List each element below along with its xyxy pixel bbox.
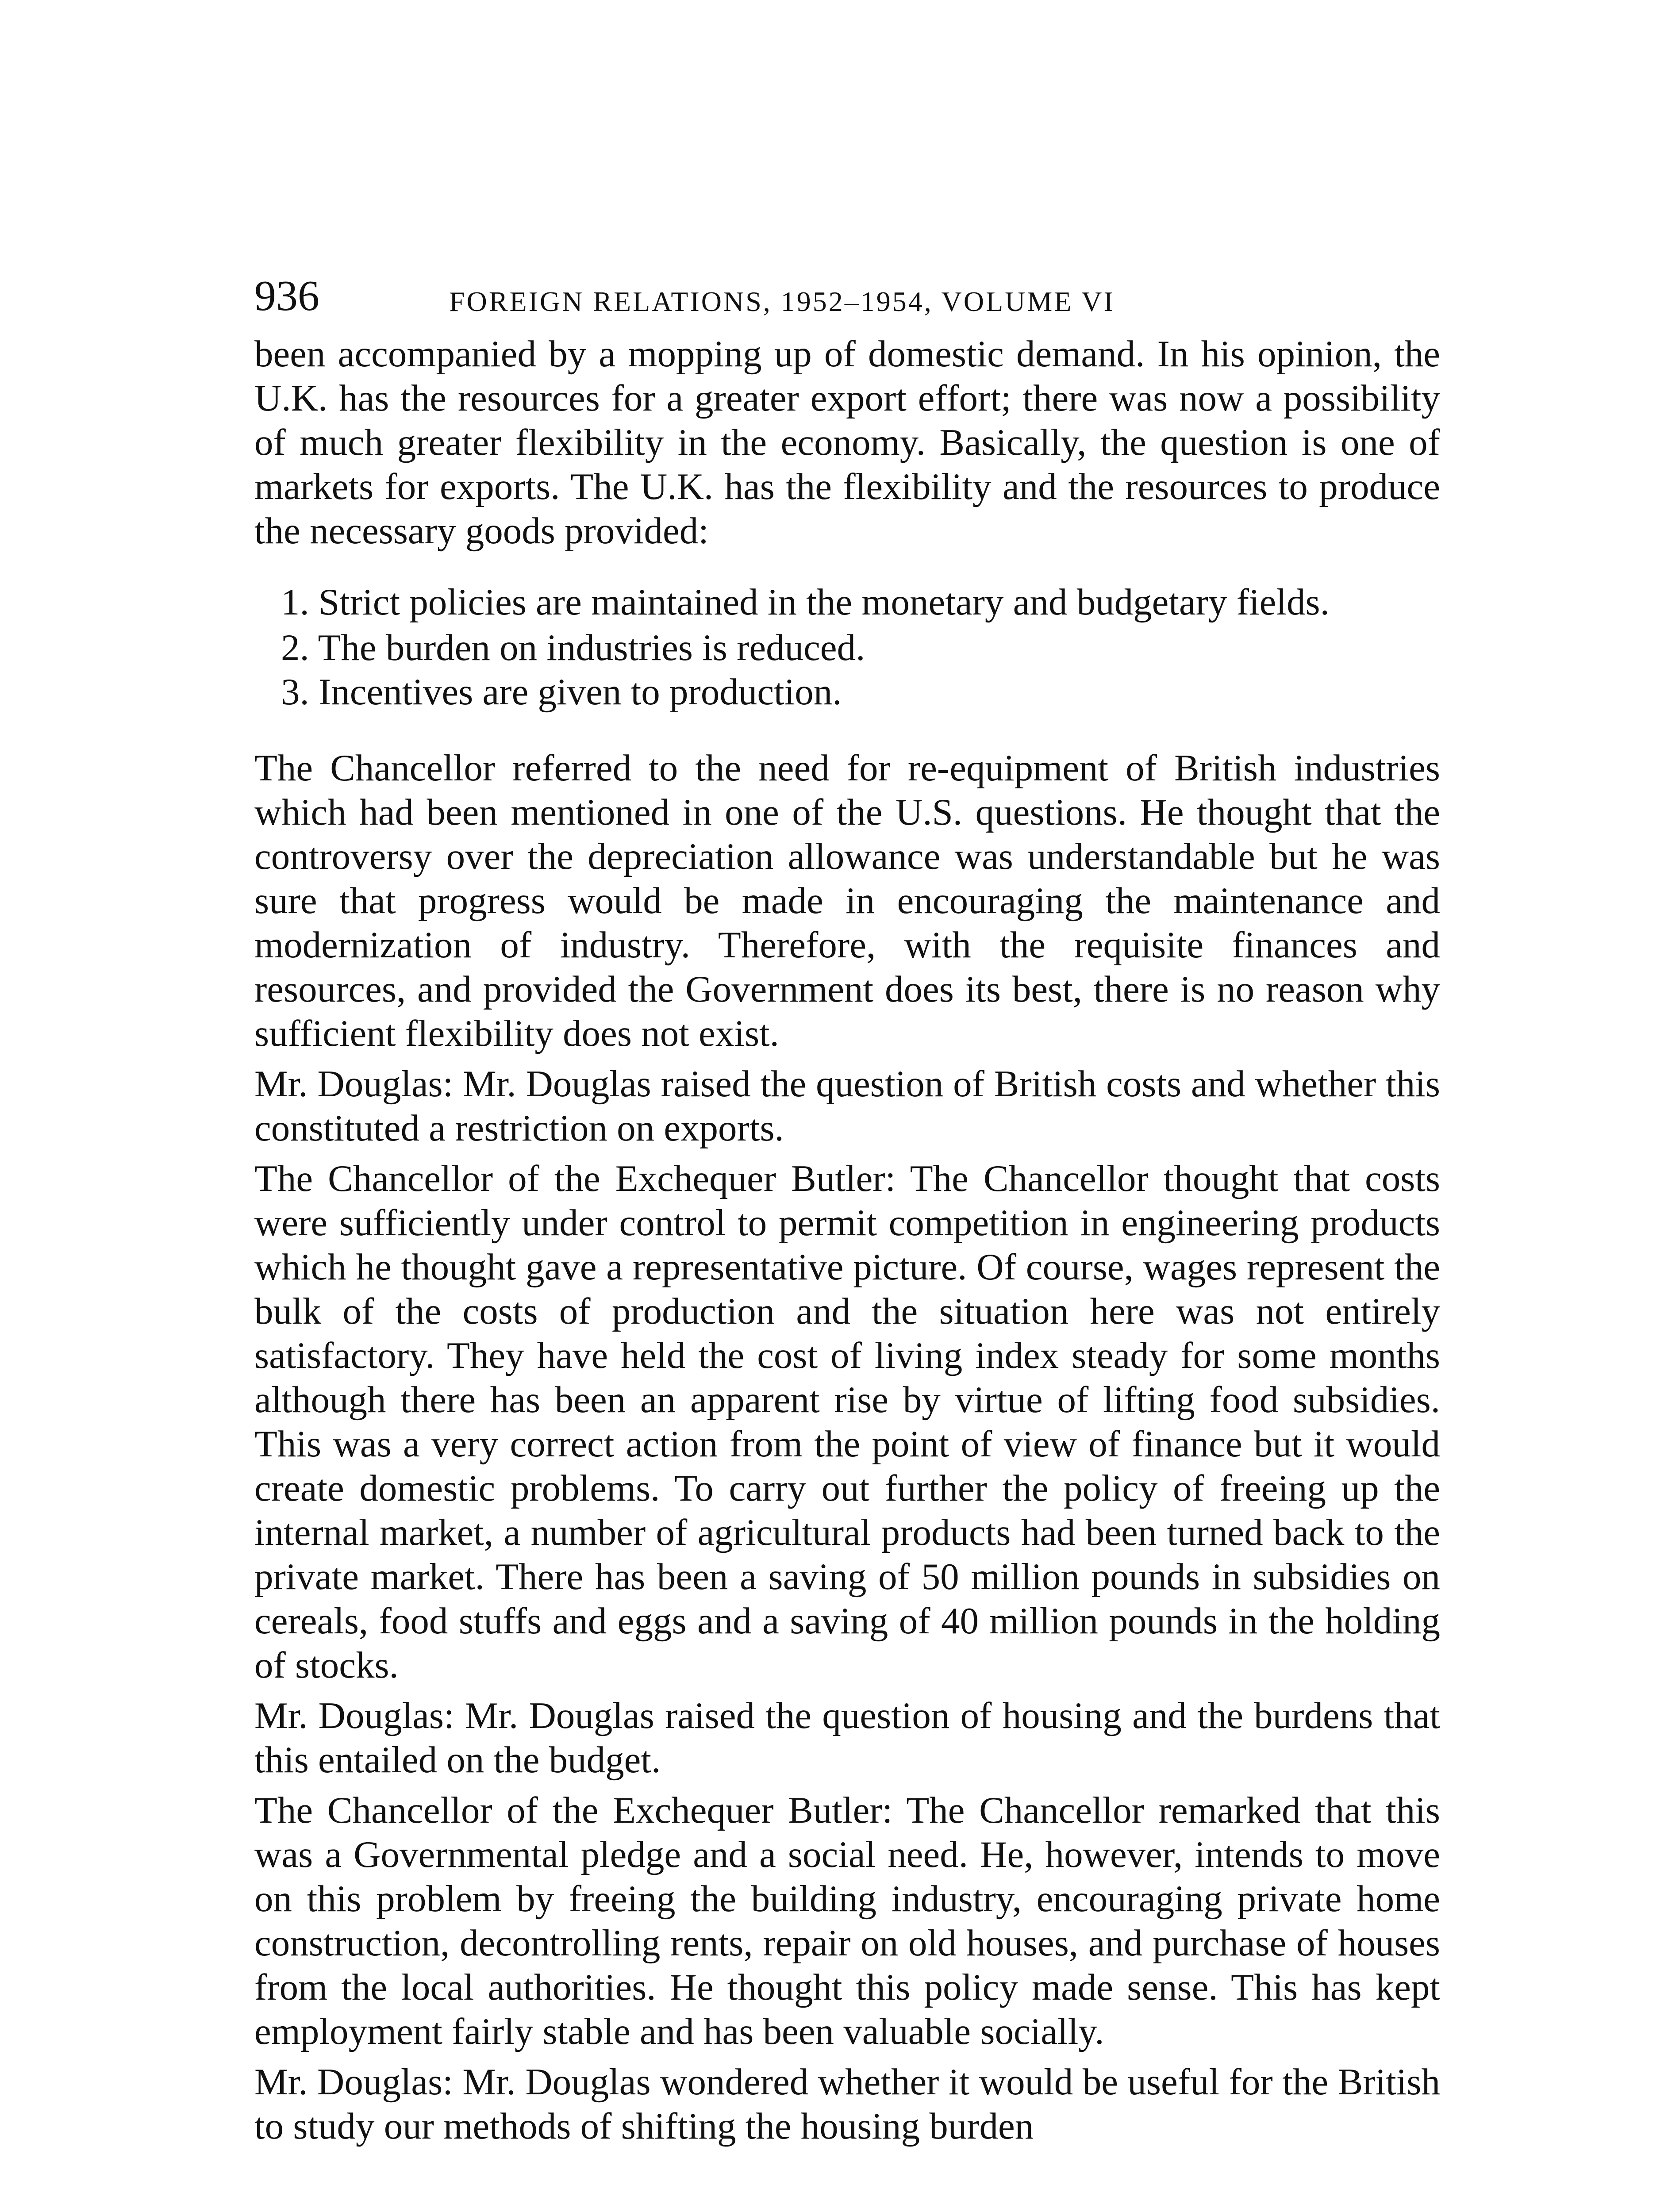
list-item: 1. Strict policies are maintained in the monetary and budgetary fields. (281, 581, 1330, 623)
paragraph-chancellor-housing: The Chancellor of the Exchequer Butler: The Chancellor remarked that this was a Governmental pledge and a social need. He, however, intends to move on this problem by freeing the building industry, encouraging private home construction, decontrolling rents, repair on old houses, and purchase of houses from the local authorities. He thought this policy made sense. This has kept employment fairly stable and has been valuable socially. (254, 1790, 1440, 2052)
paragraph-douglas-housing: Mr. Douglas: Mr. Douglas raised the question of housing and the burdens that this entailed on the budget. (254, 1695, 1440, 1781)
document-page (254, 265, 1440, 2148)
intro-paragraph: been accompanied by a mopping up of domestic demand. In his opinion, the U.K. has the resources for a greater export effort; there was now a possibility of much greater flexibility in the economy. Basically, the question is one of markets for exports. The U.K. has the flexibility and the resources to produce the necessary goods provided: (254, 333, 1440, 552)
conditions-list (254, 581, 1440, 714)
page-header (254, 265, 1440, 332)
paragraph-chancellor-costs: The Chancellor of the Exchequer Butler: The Chancellor thought that costs were sufficiently under control to permit competition in engineering products which he thought gave a representative picture. Of course, wages represent the bulk of the costs of production and the situation here was not entirely satisfactory. They have held the cost of living index steady for some months although there has been an apparent rise by virtue of lifting food subsidies. This was a very correct action from the point of view of finance but it would create domestic problems. To carry out further the policy of freeing up the internal market, a number of agricultural products had been turned back to the private market. There has been a saving of 50 million pounds in subsidies on cereals, food stuffs and eggs and a saving of 40 million pounds in the holding of stocks. (254, 1158, 1440, 1686)
paragraph-douglas-shifting: Mr. Douglas: Mr. Douglas wondered whether it would be useful for the British to study our methods of shifting the housing burden (254, 2061, 1440, 2147)
body-text (254, 332, 1440, 2148)
running-head: FOREIGN RELATIONS, 1952–1954, VOLUME VI (449, 286, 1115, 317)
page-number: 936 (254, 272, 319, 320)
list-item: 2. The burden on industries is reduced. (281, 627, 865, 668)
paragraph-douglas-costs: Mr. Douglas: Mr. Douglas raised the question of British costs and whether this constituted a restriction on exports. (254, 1063, 1440, 1149)
paragraph-reequipment: The Chancellor referred to the need for re-equipment of British industries which had been mentioned in one of the U.S. questions. He thought that the controversy over the depreciation allowance was understandable but he was sure that progress would be made in encouraging the maintenance and modernization of industry. Therefore, with the requisite finances and resources, and provided the Government does its best, there is no reason why sufficient flexibility does not exist. (254, 747, 1440, 1054)
list-item: 3. Incentives are given to production. (281, 671, 842, 713)
